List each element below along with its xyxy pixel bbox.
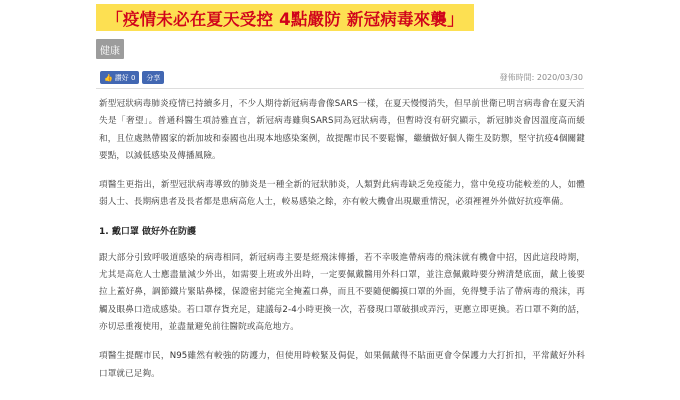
article-paragraph: 項醫生更指出，新型冠狀病毒導致的肺炎是一種全新的冠狀肺炎，人類對此病毒缺乏免疫能力，當中免疫功能較差的人，如體弱人士、長期病患者及長者都是患病高危人士，較易感染之餘，亦有較大機會出現嚴重情況，必須裡裡外外做好抗疫準備。	[99, 180, 585, 208]
facebook-like-button[interactable]	[100, 71, 139, 84]
article-paragraph: 項醫生提醒市民，N95雖然有較強的防護力，但使用時較緊及侷促，如果佩戴得不貼面更會令保護力大打折扣，平常戴好外科口罩就已足夠。	[99, 351, 585, 379]
share-label: 分享	[146, 73, 161, 82]
divider	[96, 88, 584, 89]
social-bar	[100, 71, 164, 84]
article-body	[99, 96, 585, 395]
page-title: 「疫情未必在夏天受控 4點嚴防 新冠病毒來襲」	[96, 4, 474, 31]
publish-date: 發佈時間: 2020/03/30	[499, 73, 583, 82]
section-heading: 1. 戴口罩 做好外在防護	[99, 226, 196, 237]
article-paragraph: 跟大部分引致呼吸道感染的病毒相同，新冠病毒主要是經飛沫傳播，若不幸吸進帶病毒的飛沫就有機會中招，因此這段時期，尤其是高危人士應盡量減少外出，如需要上班或外出時，一定要佩戴醫用外科口罩，並注意佩戴時要分辨清楚底面，戴上後要拉上蓋好鼻，調節鐵片緊貼鼻樑，保證密封能完全掩蓋口鼻，而且不要隨便觸摸口罩的外面，免得雙手沾了帶病毒的飛沫，再觸及眼鼻口造成感染。若口罩存貨充足，建議每2-4小時更換一次，若發現口罩破損或弄污，更應立即更換。若口罩不夠的話，亦切忌重複使用，並盡量避免前往醫院或高危地方。	[99, 252, 585, 332]
category-tag[interactable]: 健康	[96, 39, 124, 59]
like-label: 讚好 0	[114, 73, 136, 82]
facebook-share-button[interactable]	[142, 71, 164, 84]
thumbs-up-icon: 👍	[104, 73, 113, 82]
article-paragraph: 新型冠狀病毒肺炎疫情已持續多月，不少人期待新冠病毒會像SARS一樣，在夏天慢慢消失，但早前世衛已明言病毒會在夏天消失是「奢望」。普通科醫生項詩雅直言，新冠病毒雖與SARS同為冠狀病毒，但暫時沒有研究顯示，新冠肺炎會因溫度高而緩和，且位處熱帶國家的新加坡和泰國也出現本地感染案例，故提醒市民不要鬆懈，繼續做好個人衛生及防禦，堅守抗疫4個關鍵要點，以減低感染及傳播風險。	[99, 99, 585, 161]
